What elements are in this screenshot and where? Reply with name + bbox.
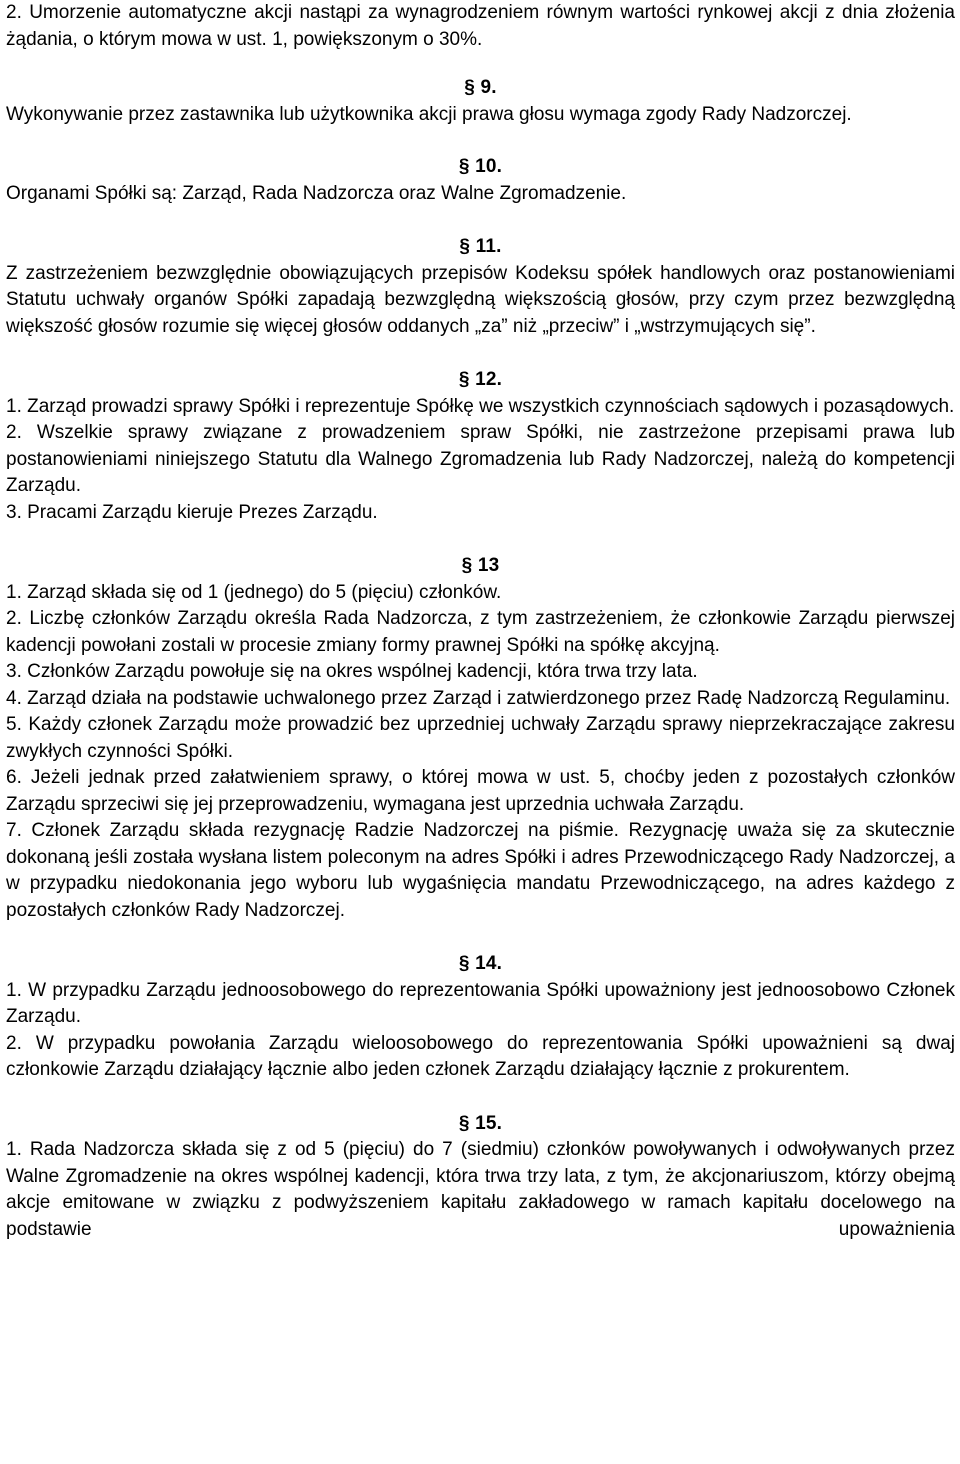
paragraph: Z zastrzeżeniem bezwzględnie obowiązujących przepisów Kodeksu spółek handlowych oraz postanowieniami Statutu uchwały organów Spółki zapadają bezwzględną większością głosów, przy czym przez bezwzględną większość głosów rozumie się więcej głosów oddanych „za” niż „przeciw” i „wstrzymujących się”. [6, 262, 955, 337]
section-heading: § 12. [458, 369, 503, 390]
paragraph: 1. Zarząd prowadzi sprawy Spółki i reprezentuje Spółkę we wszystkich czynnościach sądowych i pozasądowych. [6, 395, 955, 417]
paragraph: 1. W przypadku Zarządu jednoosobowego do reprezentowania Spółki upoważniony jest jednoosobowo Członek Zarządu. [6, 979, 955, 1027]
section-10 [6, 154, 955, 207]
section-12 [6, 367, 955, 526]
section-heading: § 15. [458, 1112, 503, 1134]
section-heading: § 10. [458, 156, 503, 177]
section-heading: § 13 [461, 555, 500, 576]
paragraph: 2. Wszelkie sprawy związane z prowadzeniem spraw Spółki, nie zastrzeżone przepisami prawa lub postanowieniami niniejszego Statutu dla Walnego Zgromadzenia lub Rady Nadzorczej, należą do kompetencji Zarządu. [6, 422, 955, 496]
document-page [6, 0, 955, 1243]
paragraph: 3. Członków Zarządu powołuje się na okres wspólnej kadencji, która trwa trzy lata. [6, 661, 698, 682]
section-9 [6, 75, 955, 128]
paragraph: 2. Liczbę członków Zarządu określa Rada Nadzorcza, z tym zastrzeżeniem, że członkowie Zarządu pierwszej kadencji powołani zostali w procesie zmiany formy prawnej Spółki na spółkę akcyjną. [6, 608, 955, 656]
section-11 [6, 234, 955, 340]
section-13 [6, 553, 955, 924]
paragraph: 4. Zarząd działa na podstawie uchwalonego przez Zarząd i zatwierdzonego przez Radę Nadzorczą Regulaminu. [6, 687, 951, 709]
paragraph: Organami Spółki są: Zarząd, Rada Nadzorcza oraz Walne Zgromadzenie. [6, 182, 627, 204]
paragraph: 1. Zarząd składa się od 1 (jednego) do 5 (pięciu) członków. [6, 581, 502, 603]
paragraph: 3. Pracami Zarządu kieruje Prezes Zarządu. [6, 501, 378, 523]
paragraph: 2. W przypadku powołania Zarządu wieloosobowego do reprezentowania Spółki upoważnieni są dwaj członkowie Zarządu działający łącznie albo jeden członek Zarządu działający łącznie z prokurentem. [6, 1032, 955, 1080]
section-15 [6, 1111, 955, 1244]
paragraph: 1. Rada Nadzorcza składa się z od 5 (pięciu) do 7 (siedmiu) członków powoływanych i odwoływanych przez Walne Zgromadzenie na okres wspólnej kadencji, która trwa trzy lata, z tym, że akcjonariuszom, którzy obejmą akcje emitowane w związku z podwyższeniem kapitału zakładowego w ramach kapitału docelowego na podstawie upoważnienia [6, 1139, 955, 1240]
section-heading: § 11. [459, 236, 502, 257]
paragraph: 5. Każdy członek Zarządu może prowadzić bez uprzedniej uchwały Zarządu sprawy nieprzekraczające zakresu zwykłych czynności Spółki. [6, 714, 955, 762]
section-14 [6, 951, 955, 1084]
paragraph: Wykonywanie przez zastawnika lub użytkownika akcji prawa głosu wymaga zgody Rady Nadzorczej. [6, 103, 852, 125]
paragraph: 7. Członek Zarządu składa rezygnację Radzie Nadzorczej na piśmie. Rezygnację uważa się za skutecznie dokonaną jeśli została wysłana listem poleconym na adres Spółki i adres Przewodniczącego Rady Nadzorczej, a w przypadku niedokonania jego wyboru lub wygaśnięcia mandatu Przewodniczącego, na adres każdego z pozostałych członków Rady Nadzorczej. [6, 820, 955, 921]
paragraph-intro: 2. Umorzenie automatyczne akcji nastąpi za wynagrodzeniem równym wartości rynkowej akcji z dnia złożenia żądania, o którym mowa w ust. 1, powiększonym o 30%. [6, 2, 955, 50]
section-heading: § 9. [464, 77, 497, 98]
section-heading: § 14. [458, 953, 503, 974]
paragraph: 6. Jeżeli jednak przed załatwieniem sprawy, o której mowa w ust. 5, choćby jeden z pozostałych członków Zarządu sprzeciwi się jej przeprowadzeniu, wymagana jest uprzednia uchwała Zarządu. [6, 767, 955, 815]
